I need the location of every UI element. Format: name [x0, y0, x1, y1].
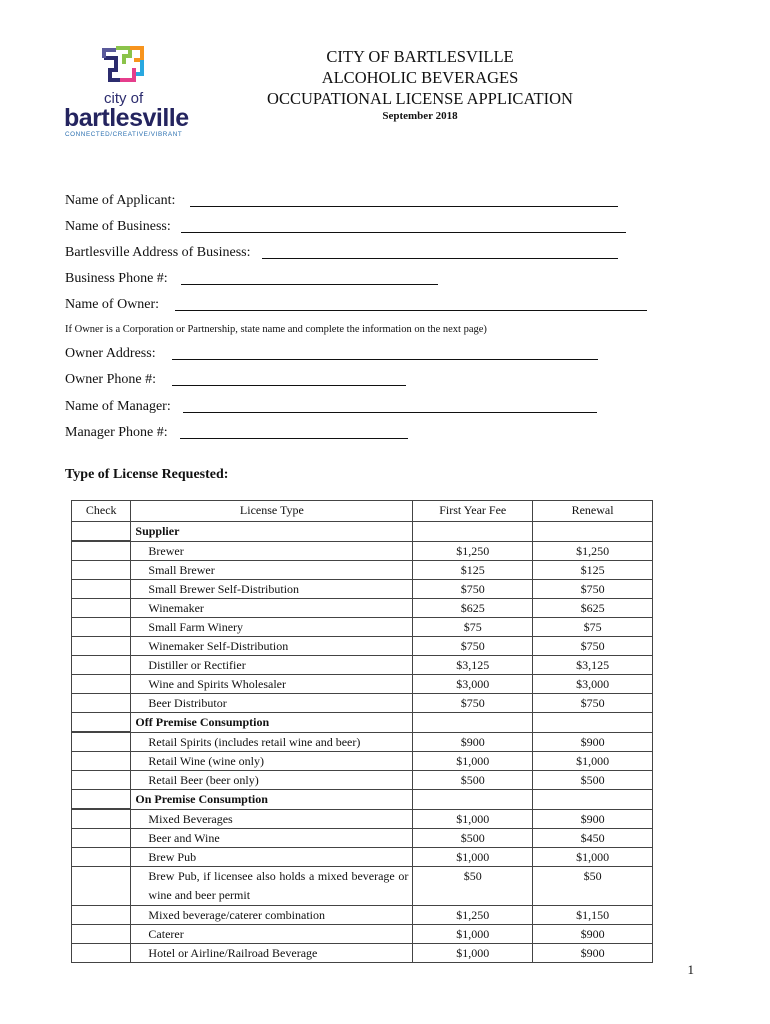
first-year-fee-cell — [413, 790, 533, 810]
renewal-cell: $1,000 — [533, 848, 653, 867]
table-header-row — [72, 501, 653, 522]
table-row — [72, 732, 653, 752]
title-line-2: ALCOHOLIC BEVERAGES — [321, 68, 519, 87]
license-type-label: Small Brewer — [148, 563, 215, 577]
table-row — [72, 561, 653, 580]
category-row — [72, 790, 653, 810]
first-year-fee-cell: $3,000 — [413, 675, 533, 694]
license-type-cell — [131, 713, 413, 733]
license-type-cell — [131, 561, 413, 580]
category-label: On Premise Consumption — [135, 792, 268, 806]
license-type-cell — [131, 944, 413, 963]
license-type-cell — [131, 906, 413, 925]
renewal-cell: $750 — [533, 694, 653, 713]
license-type-cell — [131, 599, 413, 618]
first-year-fee-cell: $125 — [413, 561, 533, 580]
check-cell[interactable] — [72, 732, 131, 752]
renewal-cell — [533, 713, 653, 733]
renewal-cell: $1,150 — [533, 906, 653, 925]
applicant-label: Name of Applicant: — [65, 193, 176, 208]
check-cell[interactable] — [72, 580, 131, 599]
table-row — [72, 752, 653, 771]
license-type-label: Small Brewer Self-Distribution — [148, 582, 300, 596]
table-row — [72, 675, 653, 694]
license-type-label: Wine and Spirits Wholesaler — [148, 677, 287, 691]
renewal-cell: $500 — [533, 771, 653, 790]
license-type-label: Caterer — [148, 927, 184, 941]
check-cell[interactable] — [72, 809, 131, 829]
address-line[interactable] — [262, 258, 618, 259]
first-year-fee-cell — [413, 713, 533, 733]
renewal-cell: $900 — [533, 944, 653, 963]
license-type-label: Mixed Beverages — [148, 811, 233, 826]
first-year-fee-cell — [413, 522, 533, 542]
owner-address-line[interactable] — [172, 359, 598, 360]
license-type-cell — [131, 925, 413, 944]
license-type-cell — [131, 618, 413, 637]
header-check: Check — [72, 501, 131, 522]
renewal-cell: $900 — [533, 809, 653, 829]
license-type-label: Brewer — [148, 543, 184, 558]
table-row — [72, 771, 653, 790]
check-cell[interactable] — [72, 618, 131, 637]
license-type-label: Small Farm Winery — [148, 620, 244, 634]
table-row — [72, 944, 653, 963]
license-type-cell — [131, 732, 413, 752]
table-row — [72, 618, 653, 637]
city-logo — [64, 44, 189, 140]
check-cell[interactable] — [72, 561, 131, 580]
owner-phone-line[interactable] — [172, 385, 406, 386]
check-cell[interactable] — [72, 848, 131, 867]
first-year-fee-cell: $3,125 — [413, 656, 533, 675]
renewal-cell: $900 — [533, 925, 653, 944]
check-cell[interactable] — [72, 944, 131, 963]
manager-label: Name of Manager: — [65, 399, 171, 414]
header-renewal: Renewal — [533, 501, 653, 522]
first-year-fee-cell: $1,000 — [413, 809, 533, 829]
first-year-fee-cell: $750 — [413, 694, 533, 713]
logo-tagline: CONNECTED/CREATIVE/VIBRANT — [65, 131, 183, 138]
license-type-label: Beer and Wine — [148, 831, 220, 845]
license-type-cell — [131, 771, 413, 790]
renewal-cell — [533, 522, 653, 542]
manager-phone-label: Manager Phone #: — [65, 425, 168, 440]
license-type-cell — [131, 809, 413, 829]
header-first-year-fee: First Year Fee — [413, 501, 533, 522]
first-year-fee-cell: $1,250 — [413, 906, 533, 925]
check-cell[interactable] — [72, 925, 131, 944]
renewal-cell: $750 — [533, 637, 653, 656]
category-row — [72, 522, 653, 542]
first-year-fee-cell: $500 — [413, 829, 533, 848]
table-row — [72, 829, 653, 848]
license-type-cell — [131, 829, 413, 848]
check-cell[interactable] — [72, 675, 131, 694]
check-cell[interactable] — [72, 829, 131, 848]
license-table — [71, 500, 653, 963]
logo-mark-icon — [98, 44, 158, 90]
renewal-cell: $750 — [533, 580, 653, 599]
phone-line[interactable] — [181, 284, 438, 285]
business-label: Name of Business: — [65, 219, 171, 234]
license-type-cell — [131, 522, 413, 542]
manager-phone-line[interactable] — [180, 438, 408, 439]
category-label: Supplier — [135, 524, 180, 538]
check-cell[interactable] — [72, 599, 131, 618]
document-date: September 2018 — [382, 110, 458, 122]
header-license-type: License Type — [131, 501, 413, 522]
first-year-fee-cell: $750 — [413, 580, 533, 599]
check-cell[interactable] — [72, 656, 131, 675]
license-type-label: Winemaker Self-Distribution — [148, 639, 289, 653]
table-row — [72, 809, 653, 829]
license-type-cell — [131, 752, 413, 771]
owner-address-label: Owner Address: — [65, 346, 156, 361]
renewal-cell: $1,250 — [533, 541, 653, 561]
check-cell[interactable] — [72, 637, 131, 656]
license-type-label: Retail Spirits (includes retail wine and beer) — [148, 734, 361, 749]
business-line[interactable] — [181, 232, 626, 233]
renewal-cell: $75 — [533, 618, 653, 637]
page-number: 1 — [687, 962, 694, 977]
license-type-label: Retail Wine (wine only) — [148, 754, 265, 768]
first-year-fee-cell: $50 — [413, 867, 533, 906]
check-cell[interactable] — [72, 752, 131, 771]
renewal-cell: $3,000 — [533, 675, 653, 694]
renewal-cell: $900 — [533, 732, 653, 752]
first-year-fee-cell: $1,000 — [413, 848, 533, 867]
phone-label: Business Phone #: — [65, 271, 168, 286]
address-label: Bartlesville Address of Business: — [65, 245, 251, 260]
table-row — [72, 580, 653, 599]
license-type-cell — [131, 580, 413, 599]
license-type-label: Hotel or Airline/Railroad Beverage — [148, 946, 318, 960]
license-type-label: Winemaker — [148, 601, 204, 615]
renewal-cell: $625 — [533, 599, 653, 618]
table-row — [72, 848, 653, 867]
first-year-fee-cell: $500 — [413, 771, 533, 790]
check-cell[interactable] — [72, 771, 131, 790]
title-line-1: CITY OF BARTLESVILLE — [326, 47, 514, 66]
license-type-label: Brew Pub, if licensee also holds a mixed beverage or wine and beer permit — [148, 869, 409, 902]
first-year-fee-cell: $75 — [413, 618, 533, 637]
table-row — [72, 541, 653, 561]
renewal-cell: $450 — [533, 829, 653, 848]
owner-label: Name of Owner: — [65, 297, 160, 312]
license-type-cell — [131, 790, 413, 810]
table-row — [72, 906, 653, 925]
license-type-label: Retail Beer (beer only) — [148, 773, 259, 787]
renewal-cell: $3,125 — [533, 656, 653, 675]
renewal-cell: $125 — [533, 561, 653, 580]
document-title — [200, 46, 640, 109]
check-cell[interactable] — [72, 694, 131, 713]
license-type-cell — [131, 694, 413, 713]
renewal-cell: $1,000 — [533, 752, 653, 771]
table-row — [72, 637, 653, 656]
first-year-fee-cell: $750 — [413, 637, 533, 656]
check-cell — [72, 790, 131, 810]
owner-phone-label: Owner Phone #: — [65, 372, 156, 387]
table-row — [72, 925, 653, 944]
owner-line[interactable] — [175, 310, 647, 311]
first-year-fee-cell: $1,000 — [413, 944, 533, 963]
license-type-cell — [131, 637, 413, 656]
license-type-cell — [131, 675, 413, 694]
check-cell — [72, 713, 131, 733]
first-year-fee-cell: $1,250 — [413, 541, 533, 561]
license-type-cell — [131, 541, 413, 561]
check-cell — [72, 522, 131, 542]
table-row — [72, 867, 653, 906]
license-type-cell — [131, 848, 413, 867]
table-row — [72, 656, 653, 675]
check-cell[interactable] — [72, 867, 131, 906]
check-cell[interactable] — [72, 906, 131, 925]
license-type-label: Brew Pub — [148, 850, 197, 864]
license-section-title: Type of License Requested: — [65, 467, 229, 482]
category-row — [72, 713, 653, 733]
license-type-label: Beer Distributor — [148, 696, 227, 710]
logo-city-text: city of — [104, 90, 144, 107]
first-year-fee-cell: $625 — [413, 599, 533, 618]
table-row — [72, 694, 653, 713]
check-cell[interactable] — [72, 541, 131, 561]
applicant-line[interactable] — [190, 206, 618, 207]
license-type-label: Distiller or Rectifier — [148, 658, 246, 672]
renewal-cell — [533, 790, 653, 810]
title-line-3: OCCUPATIONAL LICENSE APPLICATION — [267, 89, 573, 108]
owner-note: If Owner is a Corporation or Partnership, state name and complete the information on the next page) — [65, 324, 487, 335]
manager-line[interactable] — [183, 412, 597, 413]
category-label: Off Premise Consumption — [135, 715, 270, 729]
logo-name-text: bartlesville — [64, 104, 189, 132]
license-type-cell — [131, 867, 413, 906]
renewal-cell: $50 — [533, 867, 653, 906]
first-year-fee-cell: $900 — [413, 732, 533, 752]
license-type-label: Mixed beverage/caterer combination — [148, 908, 325, 922]
first-year-fee-cell: $1,000 — [413, 925, 533, 944]
first-year-fee-cell: $1,000 — [413, 752, 533, 771]
table-row — [72, 599, 653, 618]
license-type-cell — [131, 656, 413, 675]
